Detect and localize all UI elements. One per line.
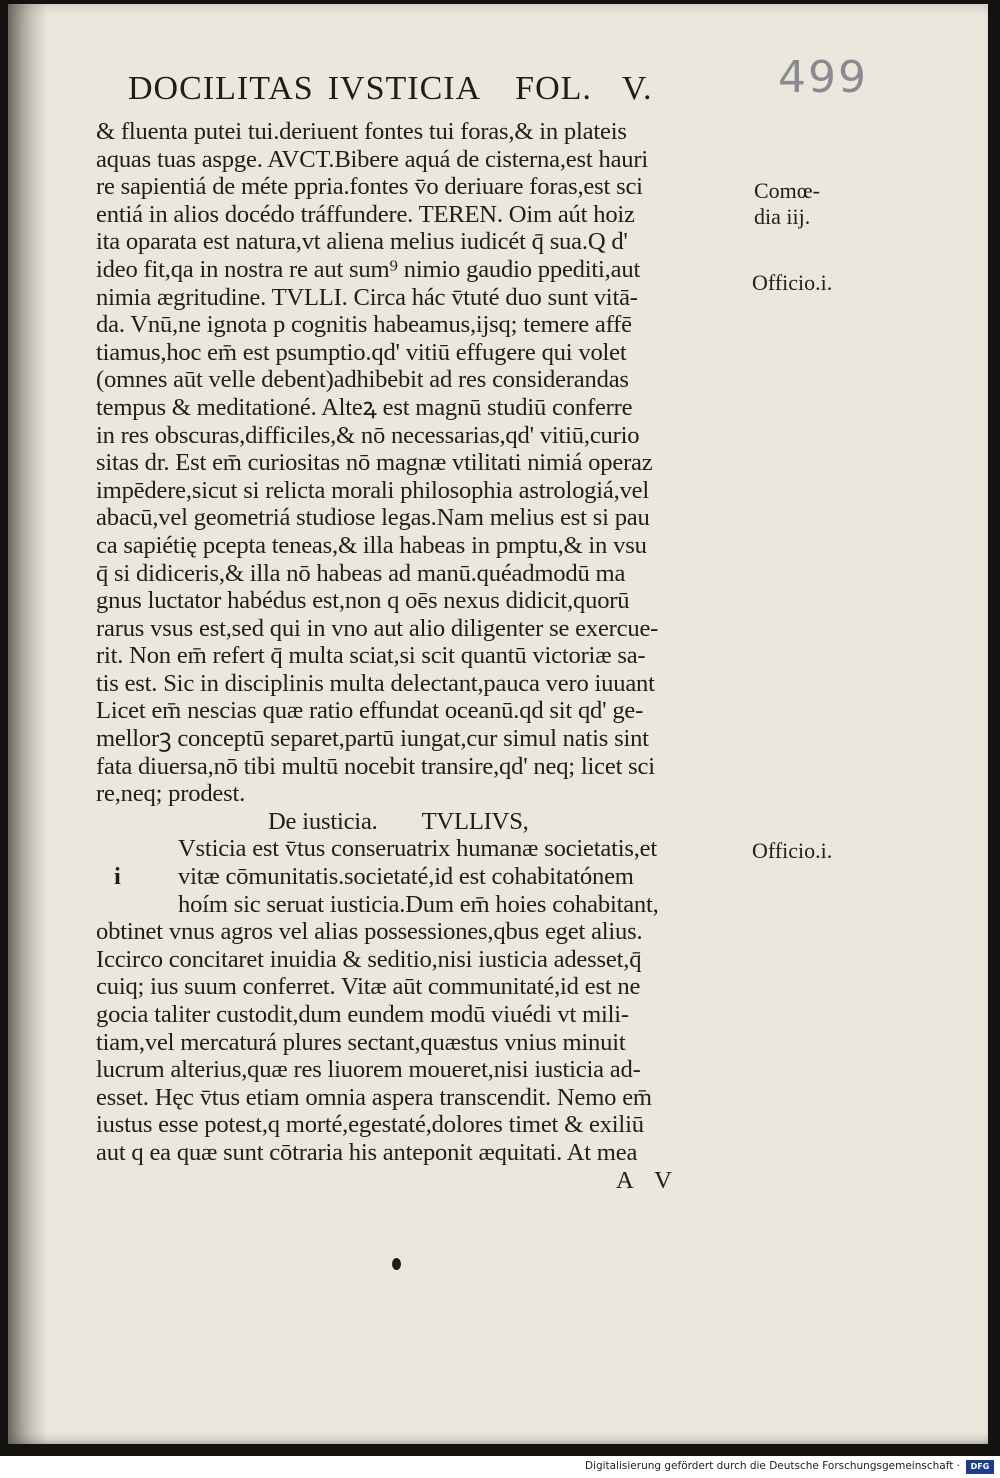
running-head-part: V.: [621, 70, 653, 107]
running-head-part: DOCILITAS: [128, 70, 314, 107]
funding-notice: Digitalisierung gefördert durch die Deutsche Forschungsgemeinschaft ·: [584, 1460, 960, 1472]
initial-letter: i: [114, 863, 121, 891]
text-line: sitas dr. Est em̄ curiositas nō magnæ vtilitati nimiá operaz: [96, 449, 653, 477]
text-line: ca sapiétię pcepta teneas,& illa habeas in pmptu,& in vsu: [96, 531, 647, 559]
text-line: gocia taliter custodit,dum eundem modū viuédi vt mili-: [96, 1001, 629, 1028]
text-line: (omnes aūt velle debent)adhibebit ad res considerandas: [96, 366, 629, 394]
margin-note-line: dia iij.: [754, 204, 811, 229]
text-line: lucrum alterius,quæ res liuorem moueret,nisi iusticia ad-: [96, 1056, 641, 1084]
text-line: fata diuersa,nō tibi multū nocebit transire,qd' neq; licet sci: [96, 752, 655, 780]
text-line: gnus luctator habédus est,non q oēs nexus didicit,quorū: [96, 587, 630, 615]
text-line: ideo fit,qa in nostra re aut sum⁹ nimio gaudio ppediti,aut: [96, 255, 641, 283]
text-line: [96, 863, 756, 891]
text-line: re,neq; prodest.: [96, 780, 246, 808]
text-line: tis est. Sic in disciplinis multa delectant,pauca vero iuuant: [96, 669, 655, 697]
margin-note-officio: Officio.i.: [752, 838, 833, 863]
text-line: obtinet vnus agros vel alias possessiones,qbus eget alius.: [96, 918, 643, 946]
text-line: nimia ægritudine. TVLLI. Circa hác v̄tuté duo sunt vitā-: [96, 283, 638, 311]
text-line: aut q ea quæ sunt cōtraria his anteponit æquitati. At mea: [96, 1138, 638, 1166]
text-line: rarus vsus est,sed qui in vno aut alio diligenter se exercue-: [96, 614, 659, 642]
margin-note-comoedia: [754, 178, 820, 230]
section-heading-author: TVLLIVS,: [421, 807, 529, 835]
text-line-content: vitæ cōmunitatis.societaté,id est cohabitatónem: [178, 863, 634, 891]
gutter-shadow: [8, 4, 48, 1444]
text-line: da. Vnū,ne ignota p cognitis habeamus,ijsq; temere affē: [96, 311, 632, 339]
running-head: [128, 70, 708, 108]
text-line: impēdere,sicut si relicta morali philosophia astrologiá,vel: [96, 476, 650, 504]
folio-number: 499: [778, 52, 868, 103]
text-line: rit. Non em̄ refert q̄ multa sciat,si scit quantū victoriæ sa-: [96, 642, 646, 670]
text-line: Iccirco concitaret inuidia & seditio,nisi iusticia adesset,q̄: [96, 945, 642, 973]
text-line: tiam,vel mercaturá plures sectant,quæstus vnius minuit: [96, 1028, 626, 1056]
text-line: entiá in alios docédo tráffundere. TEREN. Oim aút hoiz: [96, 200, 635, 228]
section-heading: [96, 808, 756, 836]
text-line: Licet em̄ nescias quæ ratio effundat oceanū.qd sit qd' ge-: [96, 697, 644, 725]
text-line: esset. Hęc v̄tus etiam omnia aspera transcendit. Nemo em̄: [96, 1083, 652, 1111]
margin-note-line: Comœ-: [754, 178, 820, 203]
text-line: Vsticia est v̄tus conseruatrix humanæ societatis,et: [178, 835, 658, 863]
footer-bar: [0, 1456, 1000, 1478]
text-line: q̄ si didiceris,& illa nō habeas ad manū.quéadmodū ma: [96, 559, 626, 587]
section-heading-title: De iusticia.: [268, 807, 378, 835]
text-line: in res obscuras,difficiles,& nō necessarias,qd' vitiū,curio: [96, 421, 640, 449]
text-line: hoím sic seruat iusticia.Dum em̄ hoies cohabitant,: [178, 890, 659, 918]
dfg-logo: DFG: [966, 1460, 994, 1474]
running-head-part: FOL.: [515, 70, 592, 107]
text-line: tiamus,hoc em̄ est psumptio.qd' vitiū effugere qui volet: [96, 338, 627, 366]
text-line: aquas tuas aspge. AVCT.Bibere aquá de cisterna,est hauri: [96, 145, 649, 173]
text-line: mellorꝫ conceptū separet,partū iungat,cur simul natis sint: [96, 725, 649, 753]
body-text: [96, 118, 756, 1194]
text-line: abacū,vel geometriá studiose legas.Nam melius est si pau: [96, 504, 650, 532]
running-head-part: IVSTICIA: [327, 70, 482, 107]
text-line: tempus & meditationé. Alteꝝ est magnū studiū conferre: [96, 393, 633, 421]
text-line: & fluenta putei tui.deriuent fontes tui foras,& in plateis: [96, 118, 627, 145]
text-line: ita oparata est natura,vt aliena melius iudicét q̄ sua.Q d': [96, 228, 628, 256]
text-line: iustus esse potest,q morté,egestaté,dolores timet & exiliū: [96, 1111, 644, 1139]
margin-note-officio: Officio.i.: [752, 270, 833, 295]
ink-dot: [392, 1258, 401, 1270]
text-line: cuiq; ius suum conferret. Vitæ aūt communitaté,id est ne: [96, 973, 641, 1001]
signature-mark: A V: [616, 1166, 680, 1194]
text-line: re sapientiá de méte ppria.fontes v̄o deriuare foras,est sci: [96, 173, 643, 201]
